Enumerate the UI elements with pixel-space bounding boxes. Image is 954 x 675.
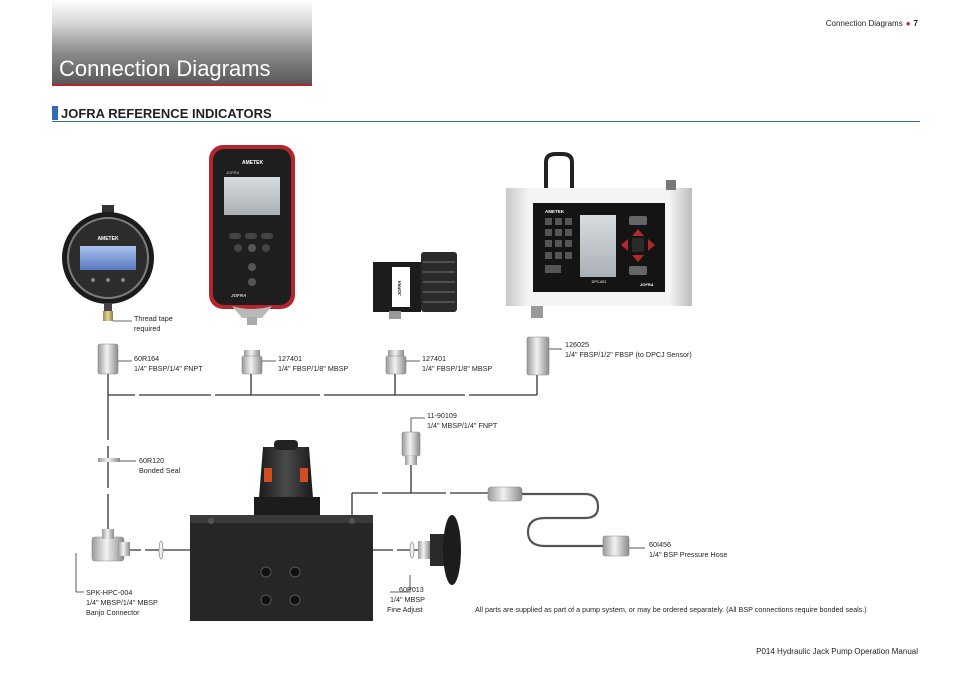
part-code: 60R120	[139, 456, 165, 465]
footer-manual-title: P014 Hydraulic Jack Pump Operation Manual	[756, 647, 918, 656]
part-desc: 1/4" MBSP/1/4" FNPT	[427, 421, 498, 430]
bullet-icon: ●	[905, 19, 911, 28]
part-code: SPK-HPC-004	[86, 588, 133, 597]
digital-pressure-gauge	[62, 205, 154, 321]
handheld-calibrator	[209, 145, 295, 325]
adapter-60r164	[98, 344, 118, 374]
gauge-brand: AMETEK	[97, 236, 119, 242]
label-60r120	[139, 456, 180, 476]
adapter-127401-a	[242, 350, 262, 374]
part-code: 11-90109	[427, 411, 457, 420]
part-code: 127401	[422, 354, 446, 363]
pressure-sensor-module	[373, 252, 457, 319]
part-code: 127401	[278, 354, 302, 363]
label-60r164	[134, 354, 203, 374]
part-desc: Bonded Seal	[139, 466, 181, 475]
part-code: 60I456	[649, 540, 671, 549]
label-spk-hpc-004	[86, 588, 158, 618]
label-11-90109	[427, 411, 497, 431]
part-desc-2: Fine Adjust	[387, 605, 423, 614]
seal-ring	[159, 541, 163, 559]
adapter-127401-b	[386, 350, 406, 374]
pressure-hose	[488, 487, 629, 556]
adapter-126025	[527, 337, 549, 375]
part-desc: 1/4" FBSP/1/2" FBSP (to DPCJ Sensor)	[565, 350, 692, 359]
pump-block	[190, 440, 373, 621]
adapter-11-90109	[402, 432, 420, 465]
handheld-brand: AMETEK	[242, 160, 264, 166]
part-desc: 1/4" BSP Pressure Hose	[649, 550, 728, 559]
label-127401-a	[278, 354, 348, 374]
bonded-seal	[98, 458, 120, 462]
footer-note: All parts are supplied as part of a pump system, or may be ordered separately. (All BSP connections require bonded seals.)	[475, 605, 867, 614]
section-title: JOFRA REFERENCE INDICATORS	[61, 106, 272, 121]
thread-tape-line1: Thread tape	[134, 314, 173, 323]
sensor-label: JOFRA	[397, 280, 402, 296]
dpc-product: JOFRA	[640, 282, 654, 287]
page-number: 7	[913, 19, 918, 28]
part-code: 126025	[565, 340, 589, 349]
page-title: Connection Diagrams	[59, 56, 271, 81]
dpc-model: DPC-601	[591, 280, 607, 284]
part-desc: 1/4" FBSP/1/8" MBSP	[422, 364, 493, 373]
label-thread-tape	[134, 314, 173, 334]
handheld-product-footer: JOFRA	[231, 293, 247, 298]
part-code: 60P013	[399, 585, 424, 594]
banjo-connector	[92, 529, 130, 561]
part-desc: 1/4" FBSP/1/4" FNPT	[134, 364, 203, 373]
running-header-section: Connection Diagrams	[825, 19, 903, 28]
label-60p013	[387, 585, 425, 615]
part-desc: 1/4" FBSP/1/8" MBSP	[278, 364, 349, 373]
part-desc: 1/4" MBSP	[390, 595, 425, 604]
label-60i456	[649, 540, 727, 560]
label-126025	[565, 340, 692, 360]
thread-tape-line2: required	[134, 324, 161, 333]
part-code: 60R164	[134, 354, 160, 363]
dpc-controller	[506, 154, 692, 318]
label-127401-b	[422, 354, 492, 374]
part-desc: 1/4" MBSP/1/4" MBSP	[86, 598, 158, 607]
dpc-brand: AMETEK	[545, 209, 564, 214]
part-desc-2: Banjo Connector	[86, 608, 140, 617]
handheld-product: JOFRA	[226, 170, 240, 175]
